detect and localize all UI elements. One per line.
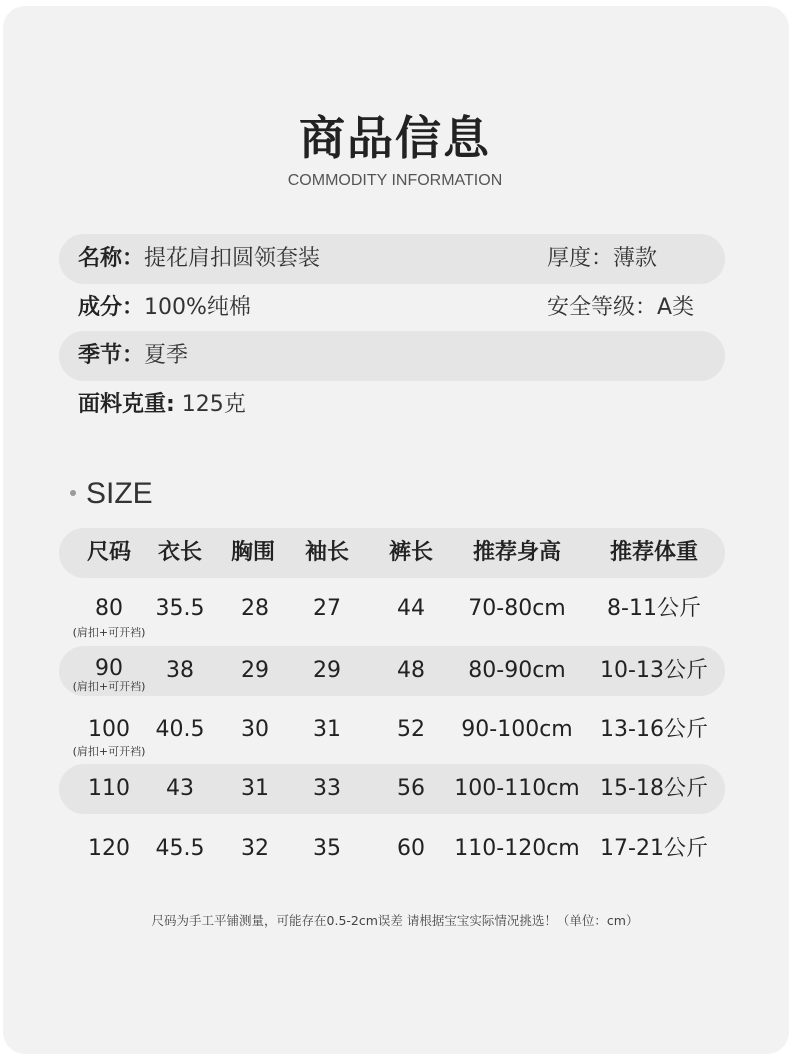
table-cell: 44: [397, 596, 425, 621]
table-row: [59, 584, 725, 639]
table-cell: 33: [313, 776, 341, 801]
info-value: 100%纯棉: [144, 295, 251, 320]
info-label: 成分：: [78, 295, 145, 320]
table-cell: 28: [241, 596, 269, 621]
table-cell: 70-80cm: [468, 596, 566, 621]
info-label: 安全等级：: [547, 295, 658, 320]
page-subtitle: COMMODITY INFORMATION: [287, 172, 503, 189]
column-header: 胸围: [230, 540, 276, 565]
table-cell: 35.5: [155, 596, 205, 621]
info-value: 提花肩扣圆领套装: [144, 246, 321, 271]
table-cell: 8-11公斤: [607, 596, 701, 621]
size-heading-text: SIZE: [86, 477, 153, 510]
info-value: 薄款: [613, 246, 658, 271]
info-value: 夏季: [144, 343, 189, 368]
table-cell: 110: [88, 776, 130, 801]
info-value: A类: [657, 295, 695, 320]
table-cell: 60: [397, 836, 425, 861]
column-header: 袖长: [304, 540, 350, 565]
size-note: (肩扣+可开裆): [72, 680, 146, 693]
table-row: [59, 705, 725, 758]
table-cell: 90-100cm: [461, 717, 573, 742]
info-label: 面料克重:: [78, 392, 175, 417]
table-cell: 40.5: [155, 717, 205, 742]
table-cell: 80: [95, 596, 123, 621]
bullet-dot-icon: [70, 490, 76, 496]
table-cell: 13-16公斤: [600, 717, 708, 742]
table-cell: 48: [397, 658, 425, 683]
table-cell: 27: [313, 596, 341, 621]
info-row-composition: [59, 283, 725, 333]
table-cell: 56: [397, 776, 425, 801]
column-header: 尺码: [86, 540, 132, 565]
table-cell: 80-90cm: [468, 658, 566, 683]
table-cell: 120: [88, 836, 130, 861]
table-cell: 45.5: [155, 836, 205, 861]
info-label: 名称：: [78, 246, 145, 271]
table-cell: 17-21公斤: [600, 836, 708, 861]
info-label: 厚度：: [547, 246, 614, 271]
table-cell: 52: [397, 717, 425, 742]
table-cell: 29: [313, 658, 341, 683]
table-cell: 43: [166, 776, 194, 801]
size-table-header: [59, 528, 725, 578]
column-header: 衣长: [157, 540, 203, 565]
table-cell: 31: [241, 776, 269, 801]
size-heading: [70, 474, 153, 514]
table-cell: 35: [313, 836, 341, 861]
table-cell: 90: [95, 656, 123, 681]
table-cell: 100: [88, 717, 130, 742]
info-value: 125克: [174, 392, 246, 417]
table-cell: 32: [241, 836, 269, 861]
table-cell: 15-18公斤: [600, 776, 708, 801]
info-row-weight: [59, 380, 725, 430]
measurement-footnote: 尺码为手工平铺测量，可能存在0.5-2cm误差 请根据宝宝实际情况挑选！（单位：cm）: [151, 913, 639, 928]
table-cell: 31: [313, 717, 341, 742]
size-note: (肩扣+可开裆): [72, 745, 146, 758]
info-row-name: [59, 234, 725, 284]
table-cell: 29: [241, 658, 269, 683]
table-cell: 38: [166, 658, 194, 683]
table-row: [59, 824, 725, 874]
info-row-season: [59, 331, 725, 381]
table-row: [59, 764, 725, 814]
column-header: 推荐身高: [472, 540, 562, 565]
table-cell: 110-120cm: [454, 836, 580, 861]
table-cell: 100-110cm: [454, 776, 580, 801]
table-cell: 30: [241, 717, 269, 742]
page-title: 商品信息: [299, 111, 491, 165]
column-header: 裤长: [388, 540, 434, 565]
size-note: (肩扣+可开裆): [72, 626, 146, 639]
column-header: 推荐体重: [609, 540, 699, 565]
table-cell: 10-13公斤: [600, 658, 708, 683]
info-label: 季节：: [78, 343, 145, 368]
table-row: [59, 646, 725, 696]
